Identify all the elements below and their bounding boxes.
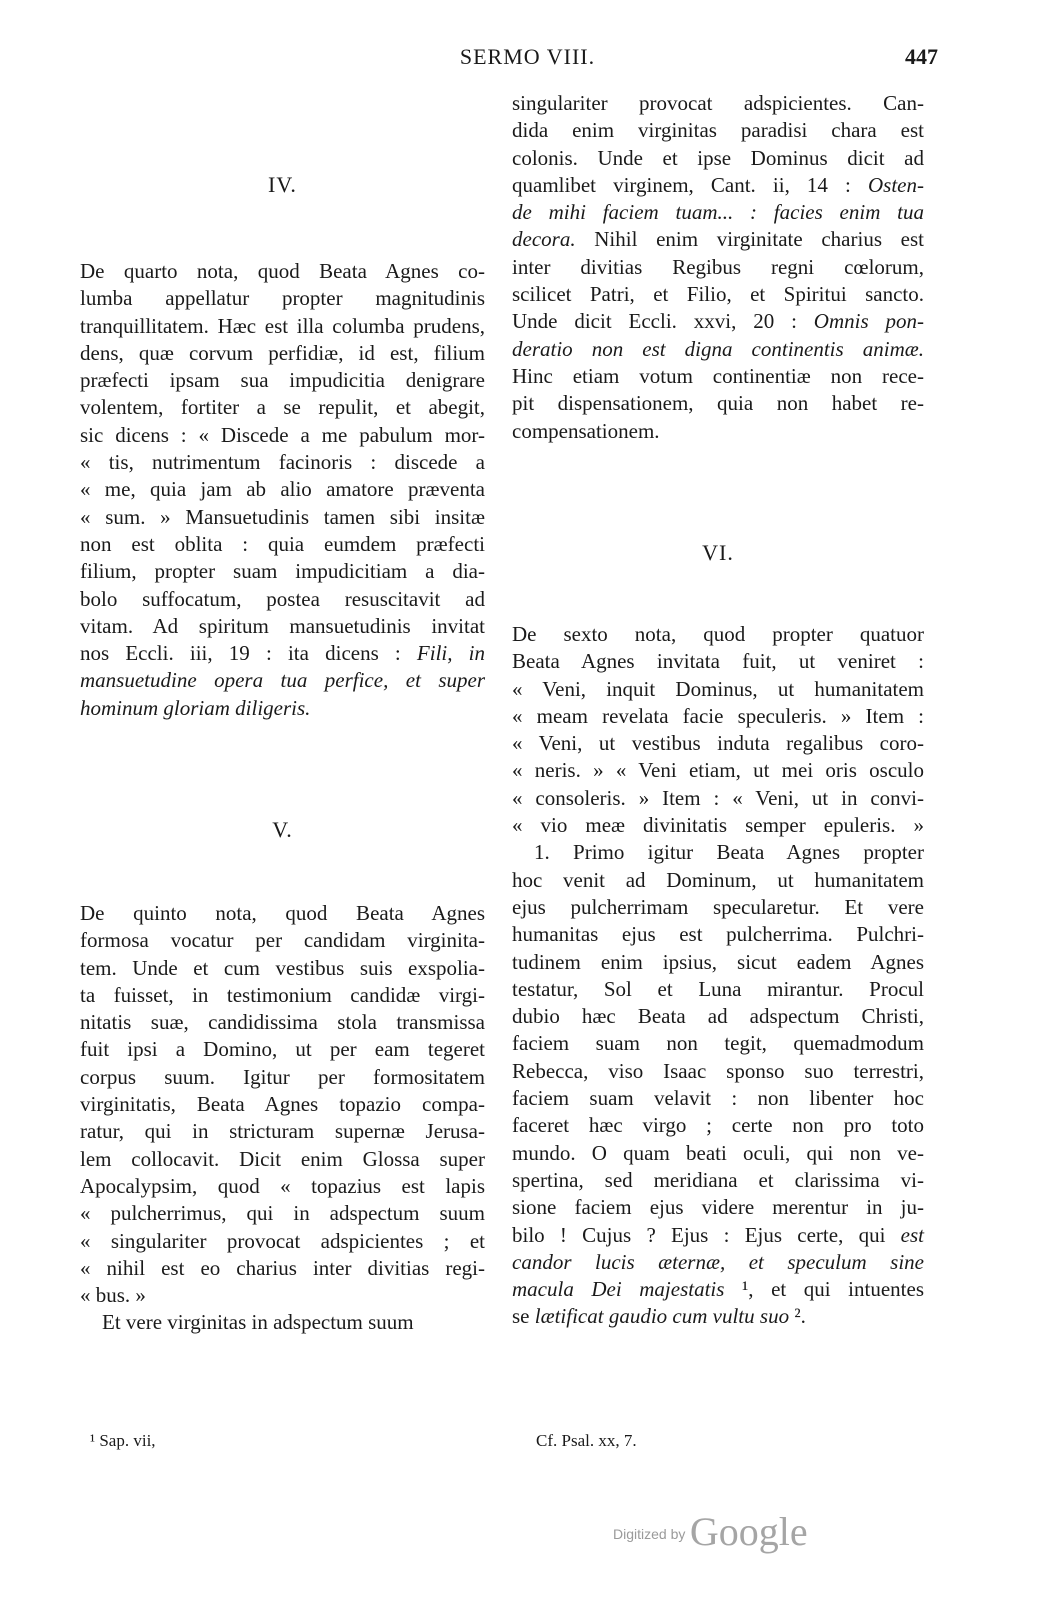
text-segment: De sexto nota, quod propter quatuor	[512, 622, 924, 646]
text-segment: tudinem enim ipsius, sicut eadem Agnes	[512, 949, 924, 974]
text-line	[512, 676, 924, 703]
text-segment: « tis, nutrimentum facinoris : discede a	[80, 450, 485, 475]
text-segment: « pulcherrimus, qui in adspectum suum	[80, 1201, 485, 1226]
italic-segment: de mihi faciem tuam... : facies enim tua	[512, 200, 924, 225]
text-line	[512, 1003, 924, 1030]
text-segment: humanitas ejus est pulcherrima. Pulchri-	[512, 922, 924, 947]
text-segment: singulariter provocat adspicientes. Can-	[512, 91, 924, 115]
text-line	[512, 418, 924, 445]
text-line	[512, 390, 924, 417]
italic-segment: Omnis pon-	[813, 309, 924, 334]
text-segment: se	[512, 1304, 535, 1329]
text-line	[80, 1146, 485, 1173]
text-segment: non est oblita : quia eumdem præfecti	[80, 531, 485, 556]
footnote-left: ¹ Sap. vii,	[90, 1431, 156, 1450]
paragraph-iv	[80, 258, 485, 722]
text-segment: De quarto nota, quod Beata Agnes co-	[80, 259, 485, 283]
text-line	[512, 621, 924, 648]
text-line	[512, 867, 924, 894]
text-segment: ².	[789, 1304, 806, 1329]
text-segment: pit dispensationem, quia non habet re-	[512, 391, 924, 416]
text-line	[512, 976, 924, 1003]
text-line	[512, 1222, 924, 1249]
italic-segment: mansuetudine opera tua perfice, et super	[80, 668, 485, 693]
text-line	[512, 894, 924, 921]
text-segment: virginitatis, Beata Agnes topazio compa-	[80, 1092, 485, 1117]
text-line	[512, 1030, 924, 1057]
text-line	[512, 117, 924, 144]
text-segment: formosa vocatur per candidam virginita-	[80, 928, 485, 953]
text-line	[80, 667, 485, 694]
text-segment: sic dicens : « Discede a me pabulum mor-	[80, 422, 485, 447]
text-segment: nos Eccli. iii, 19 : ita dicens :	[80, 641, 417, 666]
text-segment: « consoleris. » Item : « Veni, ut in convi-	[512, 785, 924, 810]
text-line	[80, 1200, 485, 1227]
text-line	[512, 145, 924, 172]
text-line	[80, 1228, 485, 1255]
italic-segment: hominum gloriam diligeris.	[80, 695, 311, 720]
text-line	[80, 613, 485, 640]
text-segment: spertina, sed meridiana et clarissima vi-	[512, 1167, 924, 1192]
text-segment: Et vere virginitas in adspectum suum	[102, 1310, 414, 1335]
text-segment: faciem suam velavit : non libenter hoc	[512, 1086, 924, 1111]
paragraph-continuation	[512, 90, 924, 445]
text-line	[80, 1064, 485, 1091]
text-segment: « meam revelata facie speculeris. » Item :	[512, 703, 924, 728]
text-segment: testatur, Sol et Luna mirantur. Procul	[512, 976, 924, 1001]
text-line	[80, 1309, 485, 1336]
text-line	[512, 703, 924, 730]
google-logo: Google	[689, 1509, 808, 1554]
text-segment: ¹, et qui intuentes	[724, 1277, 924, 1302]
text-line	[80, 1173, 485, 1200]
text-segment: dida enim virginitas paradisi chara est	[512, 118, 924, 143]
text-segment: sione faciem ejus videre merentur in ju-	[512, 1195, 924, 1220]
text-segment: « sum. » Mansuetudinis tamen sibi insitæ	[80, 504, 485, 529]
text-line	[512, 199, 924, 226]
text-line	[80, 394, 485, 421]
text-line	[512, 363, 924, 390]
text-segment: volentem, fortiter a se repulit, et abegit,	[80, 395, 485, 420]
text-segment: « nihil est eo charius inter divitias regi-	[80, 1255, 485, 1280]
text-line	[512, 308, 924, 335]
paragraph-vi	[512, 621, 924, 1331]
section-heading-vi: VI.	[702, 540, 734, 565]
text-line	[80, 313, 485, 340]
text-line	[80, 1036, 485, 1063]
text-line	[80, 258, 485, 285]
text-segment: « vio meæ divinitatis semper epuleris. »	[512, 813, 924, 838]
text-segment: ejus pulcherrimam specularetur. Et vere	[512, 894, 924, 919]
italic-segment: Osten-	[868, 172, 924, 197]
text-line	[512, 648, 924, 675]
text-line	[512, 785, 924, 812]
text-line	[80, 1009, 485, 1036]
text-segment: hoc venit ad Dominum, ut humanitatem	[512, 867, 924, 892]
text-segment: inter divitias Regibus regni cœlorum,	[512, 254, 924, 279]
italic-segment: macula Dei majestatis	[512, 1277, 725, 1302]
text-segment: vitam. Ad spiritum mansuetudinis invitat	[80, 613, 485, 638]
text-line	[512, 1140, 924, 1167]
text-segment: bilo ! Cujus ? Ejus : Ejus certe, qui	[512, 1222, 901, 1247]
text-segment: « Veni, inquit Dominus, ut humanitatem	[512, 676, 924, 701]
digitized-watermark	[613, 1508, 808, 1555]
text-segment: « me, quia jam ab alio amatore præventa	[80, 477, 485, 502]
text-segment: De quinto nota, quod Beata Agnes	[80, 901, 485, 925]
text-line	[80, 640, 485, 667]
text-line	[512, 1276, 924, 1303]
page-number: 447	[905, 44, 938, 69]
text-line	[80, 982, 485, 1009]
text-segment: Apocalypsim, quod « topazius est lapis	[80, 1173, 485, 1198]
text-segment: Beata Agnes invitata fuit, ut veniret :	[512, 649, 924, 674]
text-segment: tranquillitatem. Hæc est illa columba prudens,	[80, 313, 485, 338]
italic-segment: est	[900, 1222, 924, 1247]
text-line	[512, 757, 924, 784]
text-segment: quamlibet virginem, Cant. ii, 14 :	[512, 172, 868, 197]
text-line	[512, 812, 924, 839]
text-line	[512, 949, 924, 976]
text-line	[80, 531, 485, 558]
text-segment: compensationem.	[512, 418, 660, 443]
text-line	[512, 1058, 924, 1085]
text-line	[512, 254, 924, 281]
text-line	[512, 1303, 924, 1330]
text-segment: ratur, qui in stricturam supernæ Jerusa-	[80, 1119, 485, 1144]
section-heading-iv: IV.	[268, 172, 297, 197]
text-line	[80, 1255, 485, 1282]
text-segment: Unde dicit Eccli. xxvi, 20 :	[512, 309, 814, 334]
text-segment: faciem suam non tegit, quemadmodum	[512, 1031, 924, 1056]
italic-segment: lætificat gaudio cum vultu suo	[534, 1304, 790, 1329]
text-line	[512, 839, 924, 866]
text-line	[80, 558, 485, 585]
text-segment: lem collocavit. Dicit enim Glossa super	[80, 1146, 485, 1171]
text-line	[512, 1249, 924, 1276]
text-segment: tem. Unde et cum vestibus suis exspolia-	[80, 955, 485, 980]
italic-segment: deratio non est digna continentis animæ.	[512, 336, 924, 361]
text-line	[80, 367, 485, 394]
paragraph-v	[80, 900, 485, 1337]
text-segment: « bus. »	[80, 1283, 146, 1308]
text-line	[512, 226, 924, 253]
text-segment: filium, propter suam impudicitiam a dia-	[80, 559, 485, 584]
page-header-title: SERMO VIII.	[459, 44, 596, 69]
text-segment: colonis. Unde et ipse Dominus dicit ad	[512, 145, 924, 170]
text-segment: 1. Primo igitur Beata Agnes propter	[534, 840, 924, 865]
text-segment: præfecti ipsam sua impudicitia denigrare	[80, 368, 485, 393]
text-segment: Nihil enim virginitate charius est	[575, 227, 924, 252]
footnote-right: Cf. Psal. xx, 7.	[536, 1431, 637, 1450]
text-line	[512, 1167, 924, 1194]
text-line	[80, 586, 485, 613]
text-segment: ta fuisset, in testimonium candidæ virgi-	[80, 982, 485, 1007]
text-segment: Hinc etiam votum continentiæ non rece-	[512, 363, 924, 388]
text-line	[80, 927, 485, 954]
watermark-prefix: Digitized by	[613, 1526, 686, 1542]
text-line	[80, 955, 485, 982]
text-line	[512, 730, 924, 757]
text-line	[80, 695, 485, 722]
text-segment: lumba appellatur propter magnitudinis	[80, 286, 485, 311]
text-line	[512, 1194, 924, 1221]
text-segment: faceret hæc virgo ; certe non pro toto	[512, 1113, 924, 1138]
italic-segment: Fili, in	[416, 641, 485, 666]
text-line	[512, 1085, 924, 1112]
text-line	[512, 90, 924, 117]
text-line	[512, 336, 924, 363]
text-segment: nitatis suæ, candidissima stola transmissa	[80, 1010, 485, 1035]
text-segment: « neris. » « Veni etiam, ut mei oris osculo	[512, 758, 924, 783]
text-segment: dubio hæc Beata ad adspectum Christi,	[512, 1004, 924, 1029]
text-segment: « singulariter provocat adspicientes ; et	[80, 1228, 485, 1253]
text-line	[80, 340, 485, 367]
text-segment: bolo suffocatum, postea resuscitavit ad	[80, 586, 485, 611]
text-line	[80, 900, 485, 927]
text-line	[80, 285, 485, 312]
italic-segment: candor lucis æternæ, et speculum sine	[512, 1249, 924, 1274]
text-line	[80, 1282, 485, 1309]
text-segment: Rebecca, viso Isaac sponso suo terrestri,	[512, 1058, 924, 1083]
italic-segment: decora.	[512, 227, 576, 252]
text-segment: « Veni, ut vestibus induta regalibus coro-	[512, 731, 924, 756]
section-heading-v: V.	[272, 817, 293, 842]
text-line	[512, 921, 924, 948]
text-line	[80, 422, 485, 449]
text-line	[80, 1091, 485, 1118]
text-line	[80, 1118, 485, 1145]
text-line	[512, 172, 924, 199]
text-line	[512, 281, 924, 308]
text-line	[80, 476, 485, 503]
text-segment: corpus suum. Igitur per formositatem	[80, 1064, 485, 1089]
text-line	[80, 504, 485, 531]
text-segment: fuit ipsi a Domino, ut per eam tegeret	[80, 1037, 485, 1062]
text-line	[80, 449, 485, 476]
text-line	[512, 1112, 924, 1139]
text-segment: mundo. O quam beati oculi, qui non ve-	[512, 1140, 924, 1165]
text-segment: dens, quæ corvum perfidiæ, id est, filium	[80, 340, 485, 365]
text-segment: scilicet Patri, et Filio, et Spiritui sancto.	[512, 282, 924, 307]
